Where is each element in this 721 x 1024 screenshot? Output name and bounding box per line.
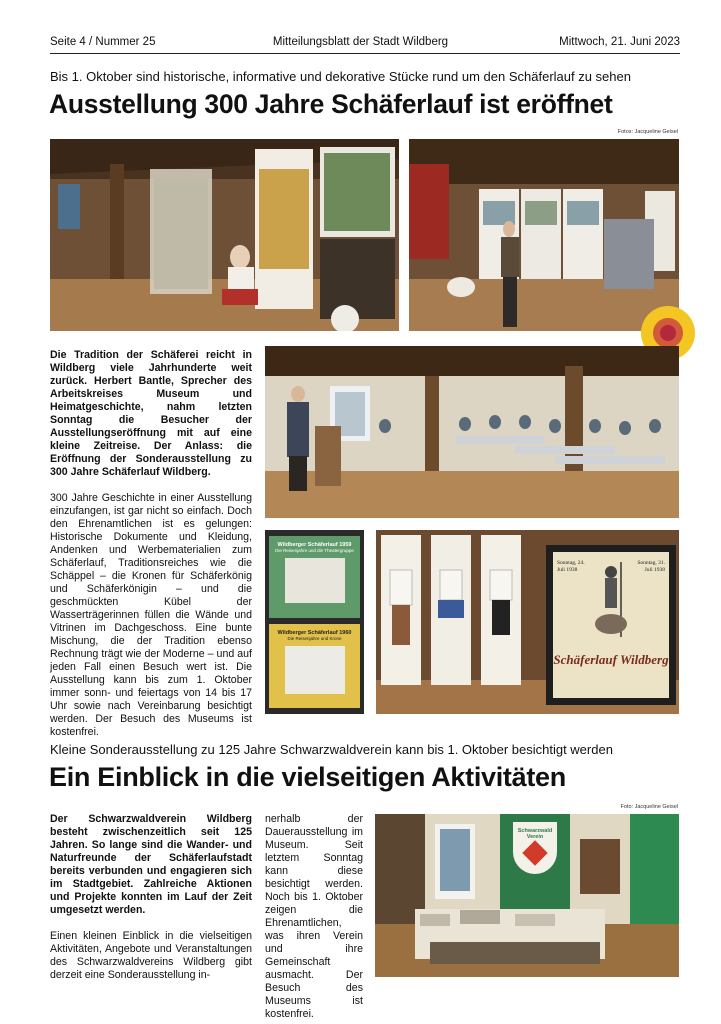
poster-1960: [269, 624, 360, 708]
article1-text: [50, 349, 252, 752]
photo-credit-2: Foto: Jacqueline Geisel: [620, 804, 678, 810]
issue-date: Mittwoch, 21. Juni 2023: [559, 36, 680, 48]
article2-text: [50, 813, 252, 995]
article2-body2: nerhalb der Dauerausstellung im Museum. Seit letztem Sonntag kann diese besichtigt werden. Noch bis 1. Oktober zeigen die Ehrenamtlichen, was ihren Verein und ihre Gemeinschaft ausmacht. Der Besuch des Museums ist kostenfrei.: [265, 813, 363, 1020]
poster-1960-subtitle: Die Reisenjahre und Krone: [287, 636, 342, 641]
exhibition-photo-visitors: [409, 139, 679, 331]
article2-lead: Der Schwarzwaldverein Wildberg besteht zwischenzeitlich seit 125 Jahren. So lange sind die Wander- und Naturfreunde der Schäferlaufstadt bereits verbunden und engagieren sich im Stadtgebiet. Zahlreiche Aktionen und Projekte konnten im Lauf der Zeit umgesetzt werden.: [50, 813, 252, 916]
poster-date-right: Sonntag, 31. Juli 1938: [637, 560, 665, 573]
article1-headline: Ausstellung 300 Jahre Schäferlauf ist eröffnet: [49, 89, 613, 119]
article2-body1: Einen kleinen Einblick in die vielseitigen Aktivitäten, Angebote und Veranstaltungen des Schwarzwaldvereins Wildberg gibt derzeit eine Sonderausstellung in-: [50, 930, 252, 981]
poster-1959-title: Wildberger Schäferlauf 1959: [277, 542, 352, 548]
article1-body: 300 Jahre Geschichte in einer Ausstellung einzufangen, ist gar nicht so einfach. Doch den Ehrenamtlichen ist es gelungen: Historische Dokumente und Kleidung, Andenken und Werbematerialien zum Schäferlauf, Traditionsreiches wie die Schäppel – die Kronen für Schäferkönig und Schäferkönigin – und die geschmückten Kübel der Wasserträgerinnen füllen die Wände und Vitrinen im Dachgeschoss. Eine bunte Mischung, die der Tradition ebenso Rechnung trägt wie der Moderne – und auf jeden Fall einen Besuch wert ist. Die Ausstellung kann bis zum 1. Oktober immer sonn- und feiertags von 14 bis 17 Uhr sowie nach Vereinbarung besichtigt werden. Der Besuch des Museums ist kostenfrei.: [50, 492, 252, 738]
shield-diamond-icon: [522, 840, 547, 865]
page-number: Seite 4 / Nummer 25: [50, 36, 156, 48]
costume-photo: [376, 530, 679, 714]
article2-kicker: Kleine Sonderausstellung zu 125 Jahre Schwarzwaldverein kann bis 1. Oktober besichtigt werden: [50, 742, 613, 757]
article2-headline: Ein Einblick in die vielseitigen Aktivitäten: [49, 762, 566, 792]
poster-1959-subtitle: Die Reisenjahre und die Theatergruppe: [275, 548, 354, 553]
exhibition-photo-seated-woman: [50, 139, 399, 331]
schaeferlauf-poster: [553, 552, 669, 698]
poster-photo: [265, 530, 364, 714]
article1-kicker: Bis 1. Oktober sind historische, informative und dekorative Stücke rund um den Schäferlauf zu sehen: [50, 69, 631, 84]
header-rule: [50, 53, 680, 54]
shield-text: Schwarzwald Verein: [517, 828, 553, 840]
photo-credit: Fotos: Jacqueline Geisel: [617, 129, 678, 135]
poster-1960-illustration: [285, 646, 345, 694]
schwarzwaldverein-photo: [375, 814, 679, 977]
poster-date-left: Sonntag, 24. Juli 1938: [557, 560, 585, 573]
exhibition-photo-speaker: [265, 346, 679, 518]
poster-title: Schäferlauf Wildberg: [553, 652, 669, 667]
poster-1959-illustration: [285, 558, 345, 603]
article1-lead: Die Tradition der Schäferei reicht in Wildberg viele Jahrhunderte weit zurück. Herbert Bantle, Sprecher des Arbeitskreises Museum und Heimatgeschichte, nahm letzten Sonntag die Besucher der Ausstellungseröffnung mit auf eine kleine Zeitreise. Der Anlass: die Eröffnung der Sonderausstellung zu 300 Jahre Schäferlauf Wildberg.: [50, 349, 252, 478]
newspaper-title: Mitteilungsblatt der Stadt Wildberg: [272, 36, 449, 48]
poster-1959: [269, 536, 360, 618]
schwarzwaldverein-shield: [513, 822, 557, 874]
poster-1960-title: Wildberger Schäferlauf 1960: [277, 630, 352, 636]
poster-shepherd-illustration: [591, 562, 631, 642]
